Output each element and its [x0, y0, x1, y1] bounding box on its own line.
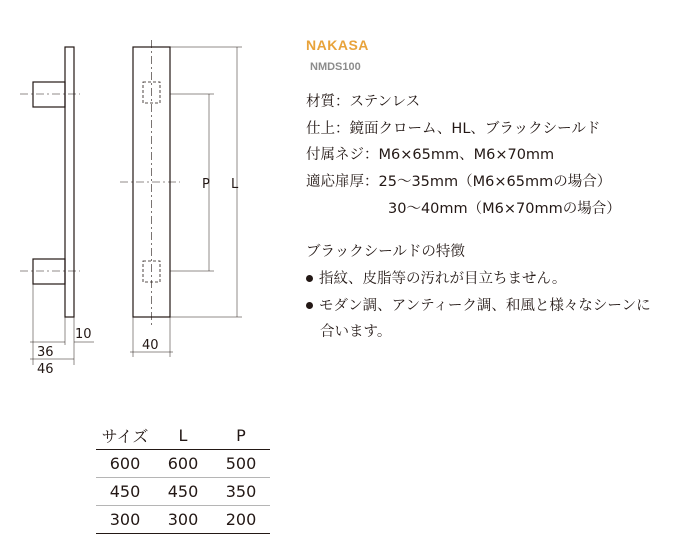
dim-p: P: [202, 177, 210, 192]
table-cell: 500: [212, 450, 270, 478]
table-cell: 600: [154, 450, 212, 478]
table-header: L: [154, 422, 212, 450]
spec-label: 材質：: [306, 94, 350, 110]
side-post-bottom: [33, 259, 65, 284]
feature-bullet-continuation: 合います。: [320, 324, 392, 340]
table-cell: 450: [154, 478, 212, 506]
table-row: [96, 478, 270, 506]
dim-l: L: [231, 177, 239, 192]
table-header: P: [212, 422, 270, 450]
dim-10: 10: [75, 327, 92, 342]
table-cell: 600: [96, 450, 154, 478]
dim-36: 36: [37, 345, 54, 360]
model-number: NMDS100: [310, 61, 361, 73]
spec-label: 付属ネジ：: [306, 147, 379, 163]
spec-value: M6×65mm、M6×70mm: [378, 147, 555, 163]
bullet-dot-icon: [306, 275, 313, 282]
feature-title: ブラックシールドの特徴: [306, 244, 465, 260]
table-cell: 300: [96, 506, 154, 534]
spec-row: [388, 202, 621, 217]
side-plate: [65, 47, 74, 317]
spec-value: ステンレス: [349, 94, 421, 110]
spec-value: 25～35mm（M6×65mmの場合）: [378, 174, 612, 190]
spec-row: [306, 175, 611, 190]
dim-40: 40: [142, 338, 159, 353]
spec-row: [306, 148, 554, 163]
table-header: サイズ: [96, 422, 154, 450]
table-row: [96, 450, 270, 478]
table-cell: 450: [96, 478, 154, 506]
feature-bullet: [306, 299, 651, 314]
brand-name: NAKASA: [306, 37, 369, 53]
feature-bullet-text: モダン調、アンティーク調、和風と様々なシーンに: [319, 298, 651, 314]
technical-drawing: [0, 0, 300, 400]
spec-row: [306, 95, 420, 110]
feature-bullet-text: 指紋、皮脂等の汚れが目立ちません。: [319, 271, 567, 287]
table-cell: 350: [212, 478, 270, 506]
size-table: [96, 422, 270, 534]
dim-46: 46: [37, 362, 54, 377]
spec-label: 適応扉厚：: [306, 174, 379, 190]
spec-label: 仕上：: [306, 121, 350, 137]
spec-row: [306, 122, 600, 137]
spec-value: 鏡面クローム、HL、ブラックシールド: [349, 121, 601, 137]
bullet-dot-icon: [306, 302, 313, 309]
table-header-row: [96, 422, 270, 450]
spec-value: 30～40mm（M6×70mmの場合）: [388, 201, 621, 217]
feature-bullet: [306, 272, 566, 287]
table-cell: 300: [154, 506, 212, 534]
side-post-top: [33, 82, 65, 107]
table-cell: 200: [212, 506, 270, 534]
table-row: [96, 506, 270, 534]
